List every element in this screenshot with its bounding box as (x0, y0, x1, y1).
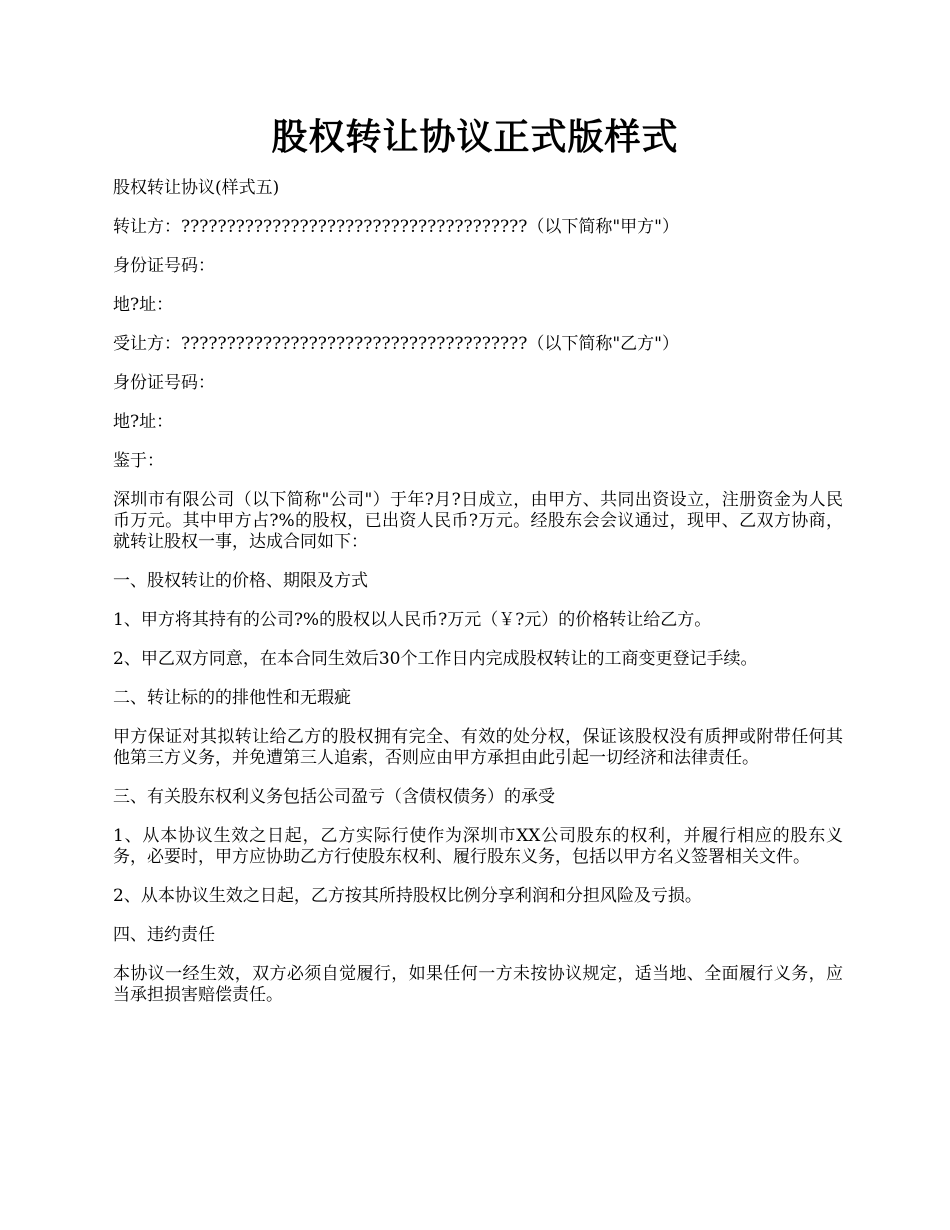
section-3-clause-1: 1、从本协议生效之日起，乙方实际行使作为深圳市XX公司股东的权利，并履行相应的股东义务，必要时，甲方应协助乙方行使股东权利、履行股东义务，包括以甲方名义签署相关文件。 (113, 826, 843, 867)
transferor-address-line: 地?址： (113, 295, 174, 315)
transferee-address-line: 地?址： (113, 412, 174, 432)
transferee-id-line: 身份证号码： (113, 373, 215, 393)
transferor-id-line: 身份证号码： (113, 256, 215, 276)
section-3-clause-2: 2、从本协议生效之日起，乙方按其所持股权比例分享利润和分担风险及亏损。 (113, 886, 702, 906)
transferor-line: 转让方：??????????????????????????????????????（以下简称"甲方"） (113, 217, 679, 237)
whereas-heading: 鉴于： (113, 451, 164, 471)
doc-subtitle: 股权转让协议(样式五) (113, 178, 280, 198)
section-4-paragraph: 本协议一经生效，双方必须自觉履行，如果任何一方未按协议规定，适当地、全面履行义务，应当承担损害赔偿责任。 (113, 964, 843, 1005)
section-4-heading: 四、违约责任 (113, 925, 215, 945)
section-1-heading: 一、股权转让的价格、期限及方式 (113, 571, 368, 591)
section-1-clause-1: 1、甲方将其持有的公司?%的股权以人民币?万元（￥?元）的价格转让给乙方。 (113, 610, 712, 630)
background-paragraph: 深圳市有限公司（以下简称"公司"）于年?月?日成立，由甲方、共同出资设立，注册资金为人民币万元。其中甲方占?%的股权，已出资人民币?万元。经股东会会议通过，现甲、乙双方协商，就转让股权一事，达成合同如下： (113, 490, 843, 552)
section-2-heading: 二、转让标的的排他性和无瑕疵 (113, 688, 351, 708)
section-2-paragraph: 甲方保证对其拟转让给乙方的股权拥有完全、有效的处分权，保证该股权没有质押或附带任何其他第三方义务，并免遭第三人追索，否则应由甲方承担由此引起一切经济和法律责任。 (113, 727, 843, 768)
document-title: 股权转让协议正式版样式 (271, 116, 679, 158)
document-body (113, 178, 843, 1024)
section-1-clause-2: 2、甲乙双方同意，在本合同生效后30个工作日内完成股权转让的工商变更登记手续。 (113, 649, 758, 669)
section-3-heading: 三、有关股东权利义务包括公司盈亏（含债权债务）的承受 (113, 787, 555, 807)
transferee-line: 受让方：??????????????????????????????????????（以下简称"乙方"） (113, 334, 679, 354)
